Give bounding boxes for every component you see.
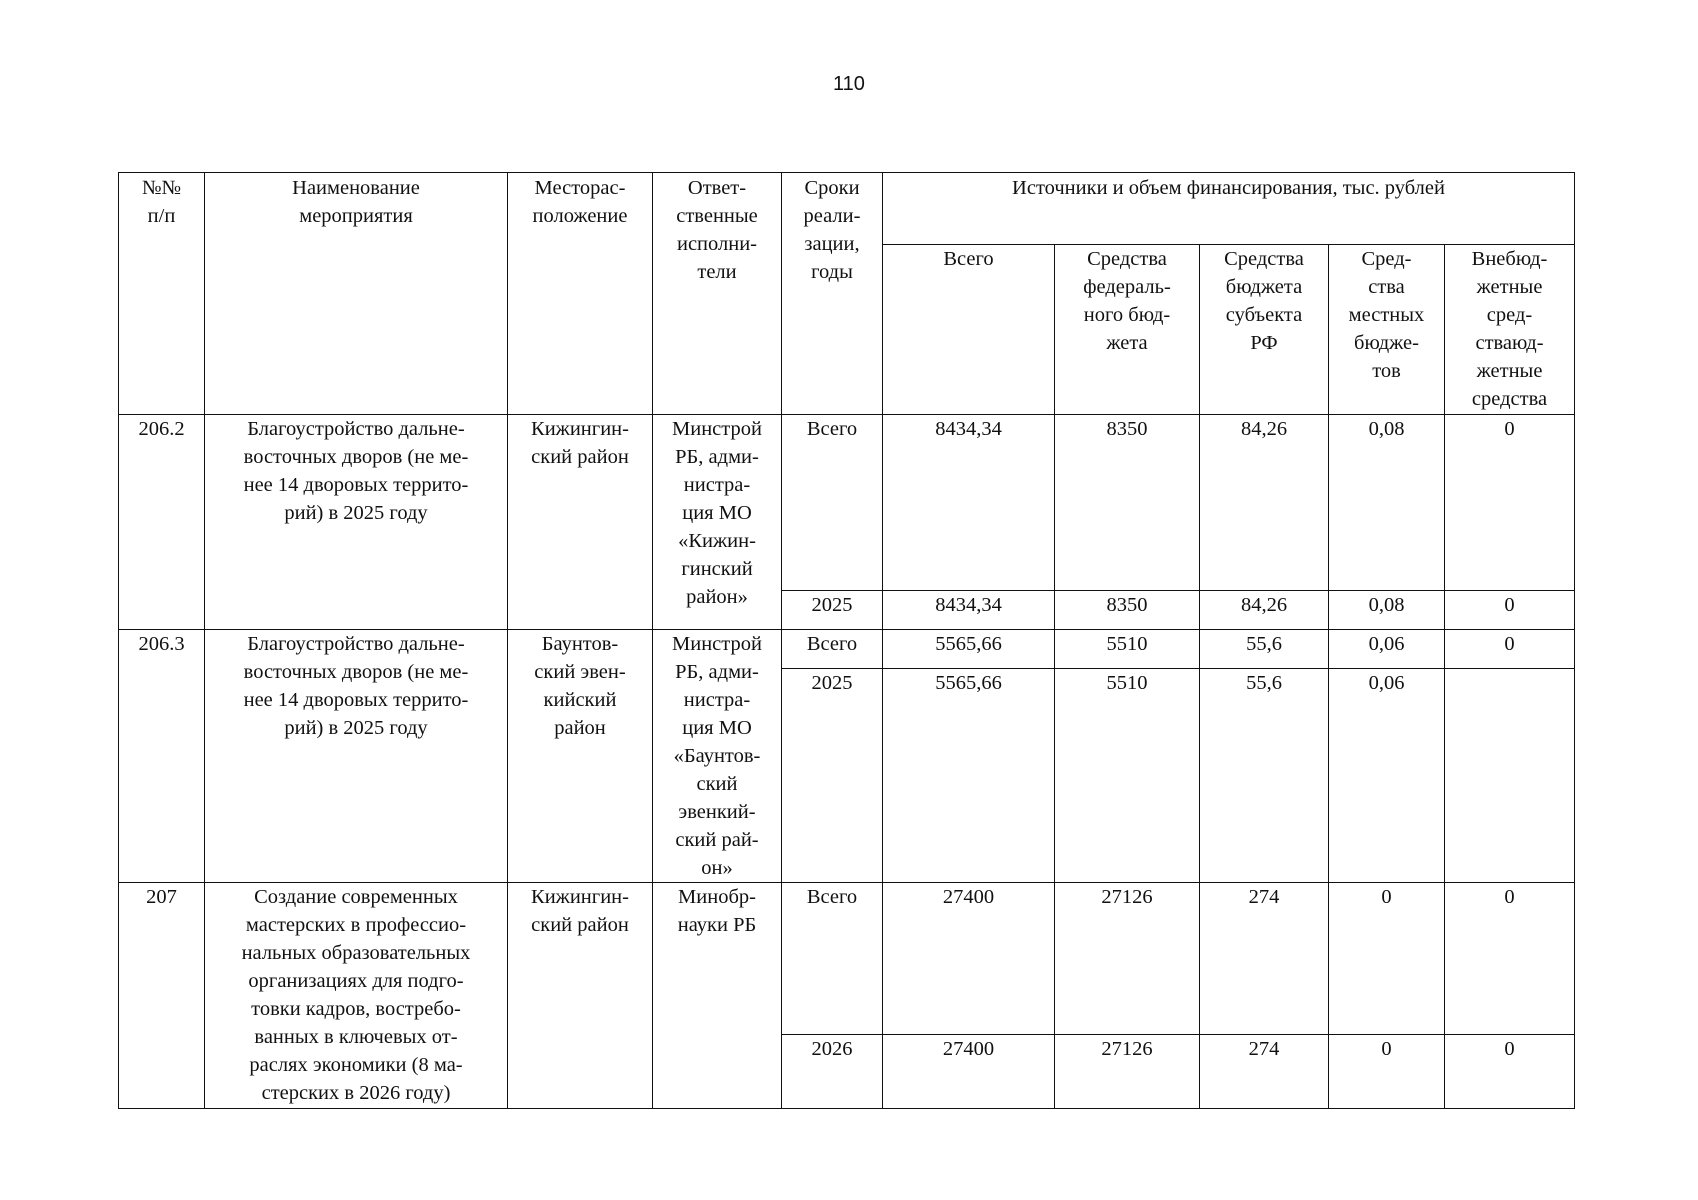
row-federal: 5510 <box>1055 669 1200 883</box>
row-total: 27400 <box>883 883 1055 1035</box>
row-total: 8434,34 <box>883 591 1055 630</box>
header-place: Месторас- положение <box>508 173 653 415</box>
row-total: 8434,34 <box>883 415 1055 591</box>
header-subject: Средства бюджета субъекта РФ <box>1200 245 1329 415</box>
table-header <box>119 173 1575 415</box>
row-num: 206.2 <box>119 415 205 630</box>
financing-table <box>118 172 1575 1109</box>
header-total: Всего <box>883 245 1055 415</box>
row-year: Всего <box>782 883 883 1035</box>
row-federal: 5510 <box>1055 630 1200 669</box>
row-local: 0 <box>1329 1035 1445 1109</box>
header-sources: Источники и объем финансирования, тыс. рублей <box>883 173 1575 245</box>
row-subject: 55,6 <box>1200 669 1329 883</box>
row-responsible: Минобр- науки РБ <box>653 883 782 1109</box>
row-responsible: Минстрой РБ, адми- нистра- ция МО «Кижин- гинский район» <box>653 415 782 630</box>
row-num: 206.3 <box>119 630 205 883</box>
row-federal: 8350 <box>1055 591 1200 630</box>
row-subject: 274 <box>1200 1035 1329 1109</box>
header-name: Наименование мероприятия <box>205 173 508 415</box>
row-local: 0 <box>1329 883 1445 1035</box>
row-year: 2025 <box>782 591 883 630</box>
row-extra: 0 <box>1445 591 1575 630</box>
page-number: 110 <box>833 73 865 95</box>
row-subject: 55,6 <box>1200 630 1329 669</box>
row-responsible: Минстрой РБ, адми- нистра- ция МО «Баунтов- ский эвенкий- ский рай- он» <box>653 630 782 883</box>
header-years: Сроки реали- зации, годы <box>782 173 883 415</box>
row-subject: 274 <box>1200 883 1329 1035</box>
row-year: 2026 <box>782 1035 883 1109</box>
row-year: Всего <box>782 415 883 591</box>
row-name: Благоустройство дальне- восточных дворов (не ме- нее 14 дворовых террито- рий) в 2025 году <box>205 415 508 630</box>
row-total: 5565,66 <box>883 669 1055 883</box>
header-responsible: Ответ- ственные исполни- тели <box>653 173 782 415</box>
row-place: Баунтов- ский эвен- кийский район <box>508 630 653 883</box>
row-extra <box>1445 669 1575 883</box>
row-place: Кижингин- ский район <box>508 415 653 630</box>
row-name: Создание современных мастерских в профессио- нальных образовательных организациях для подго- товки кадров, востребо- ванных в ключевых от- раслях экономики (8 ма- стерских в 2026 году) <box>205 883 508 1109</box>
row-federal: 27126 <box>1055 883 1200 1035</box>
row-year: 2025 <box>782 669 883 883</box>
row-federal: 8350 <box>1055 415 1200 591</box>
header-num: №№ п/п <box>119 173 205 415</box>
row-local: 0,08 <box>1329 591 1445 630</box>
row-local: 0,06 <box>1329 669 1445 883</box>
row-local: 0,06 <box>1329 630 1445 669</box>
row-total: 27400 <box>883 1035 1055 1109</box>
row-name: Благоустройство дальне- восточных дворов (не ме- нее 14 дворовых террито- рий) в 2025 году <box>205 630 508 883</box>
row-extra: 0 <box>1445 883 1575 1035</box>
table-row <box>119 415 1575 591</box>
row-num: 207 <box>119 883 205 1109</box>
row-subject: 84,26 <box>1200 591 1329 630</box>
row-subject: 84,26 <box>1200 415 1329 591</box>
header-extra: Внебюд- жетные сред- стваюд- жетные средства <box>1445 245 1575 415</box>
row-place: Кижингин- ский район <box>508 883 653 1109</box>
header-federal: Средства федераль- ного бюд- жета <box>1055 245 1200 415</box>
row-local: 0,08 <box>1329 415 1445 591</box>
row-extra: 0 <box>1445 415 1575 591</box>
row-year: Всего <box>782 630 883 669</box>
row-federal: 27126 <box>1055 1035 1200 1109</box>
row-total: 5565,66 <box>883 630 1055 669</box>
header-local: Сред- ства местных бюдже- тов <box>1329 245 1445 415</box>
table-row <box>119 630 1575 669</box>
table-row <box>119 883 1575 1035</box>
row-extra: 0 <box>1445 630 1575 669</box>
row-extra: 0 <box>1445 1035 1575 1109</box>
